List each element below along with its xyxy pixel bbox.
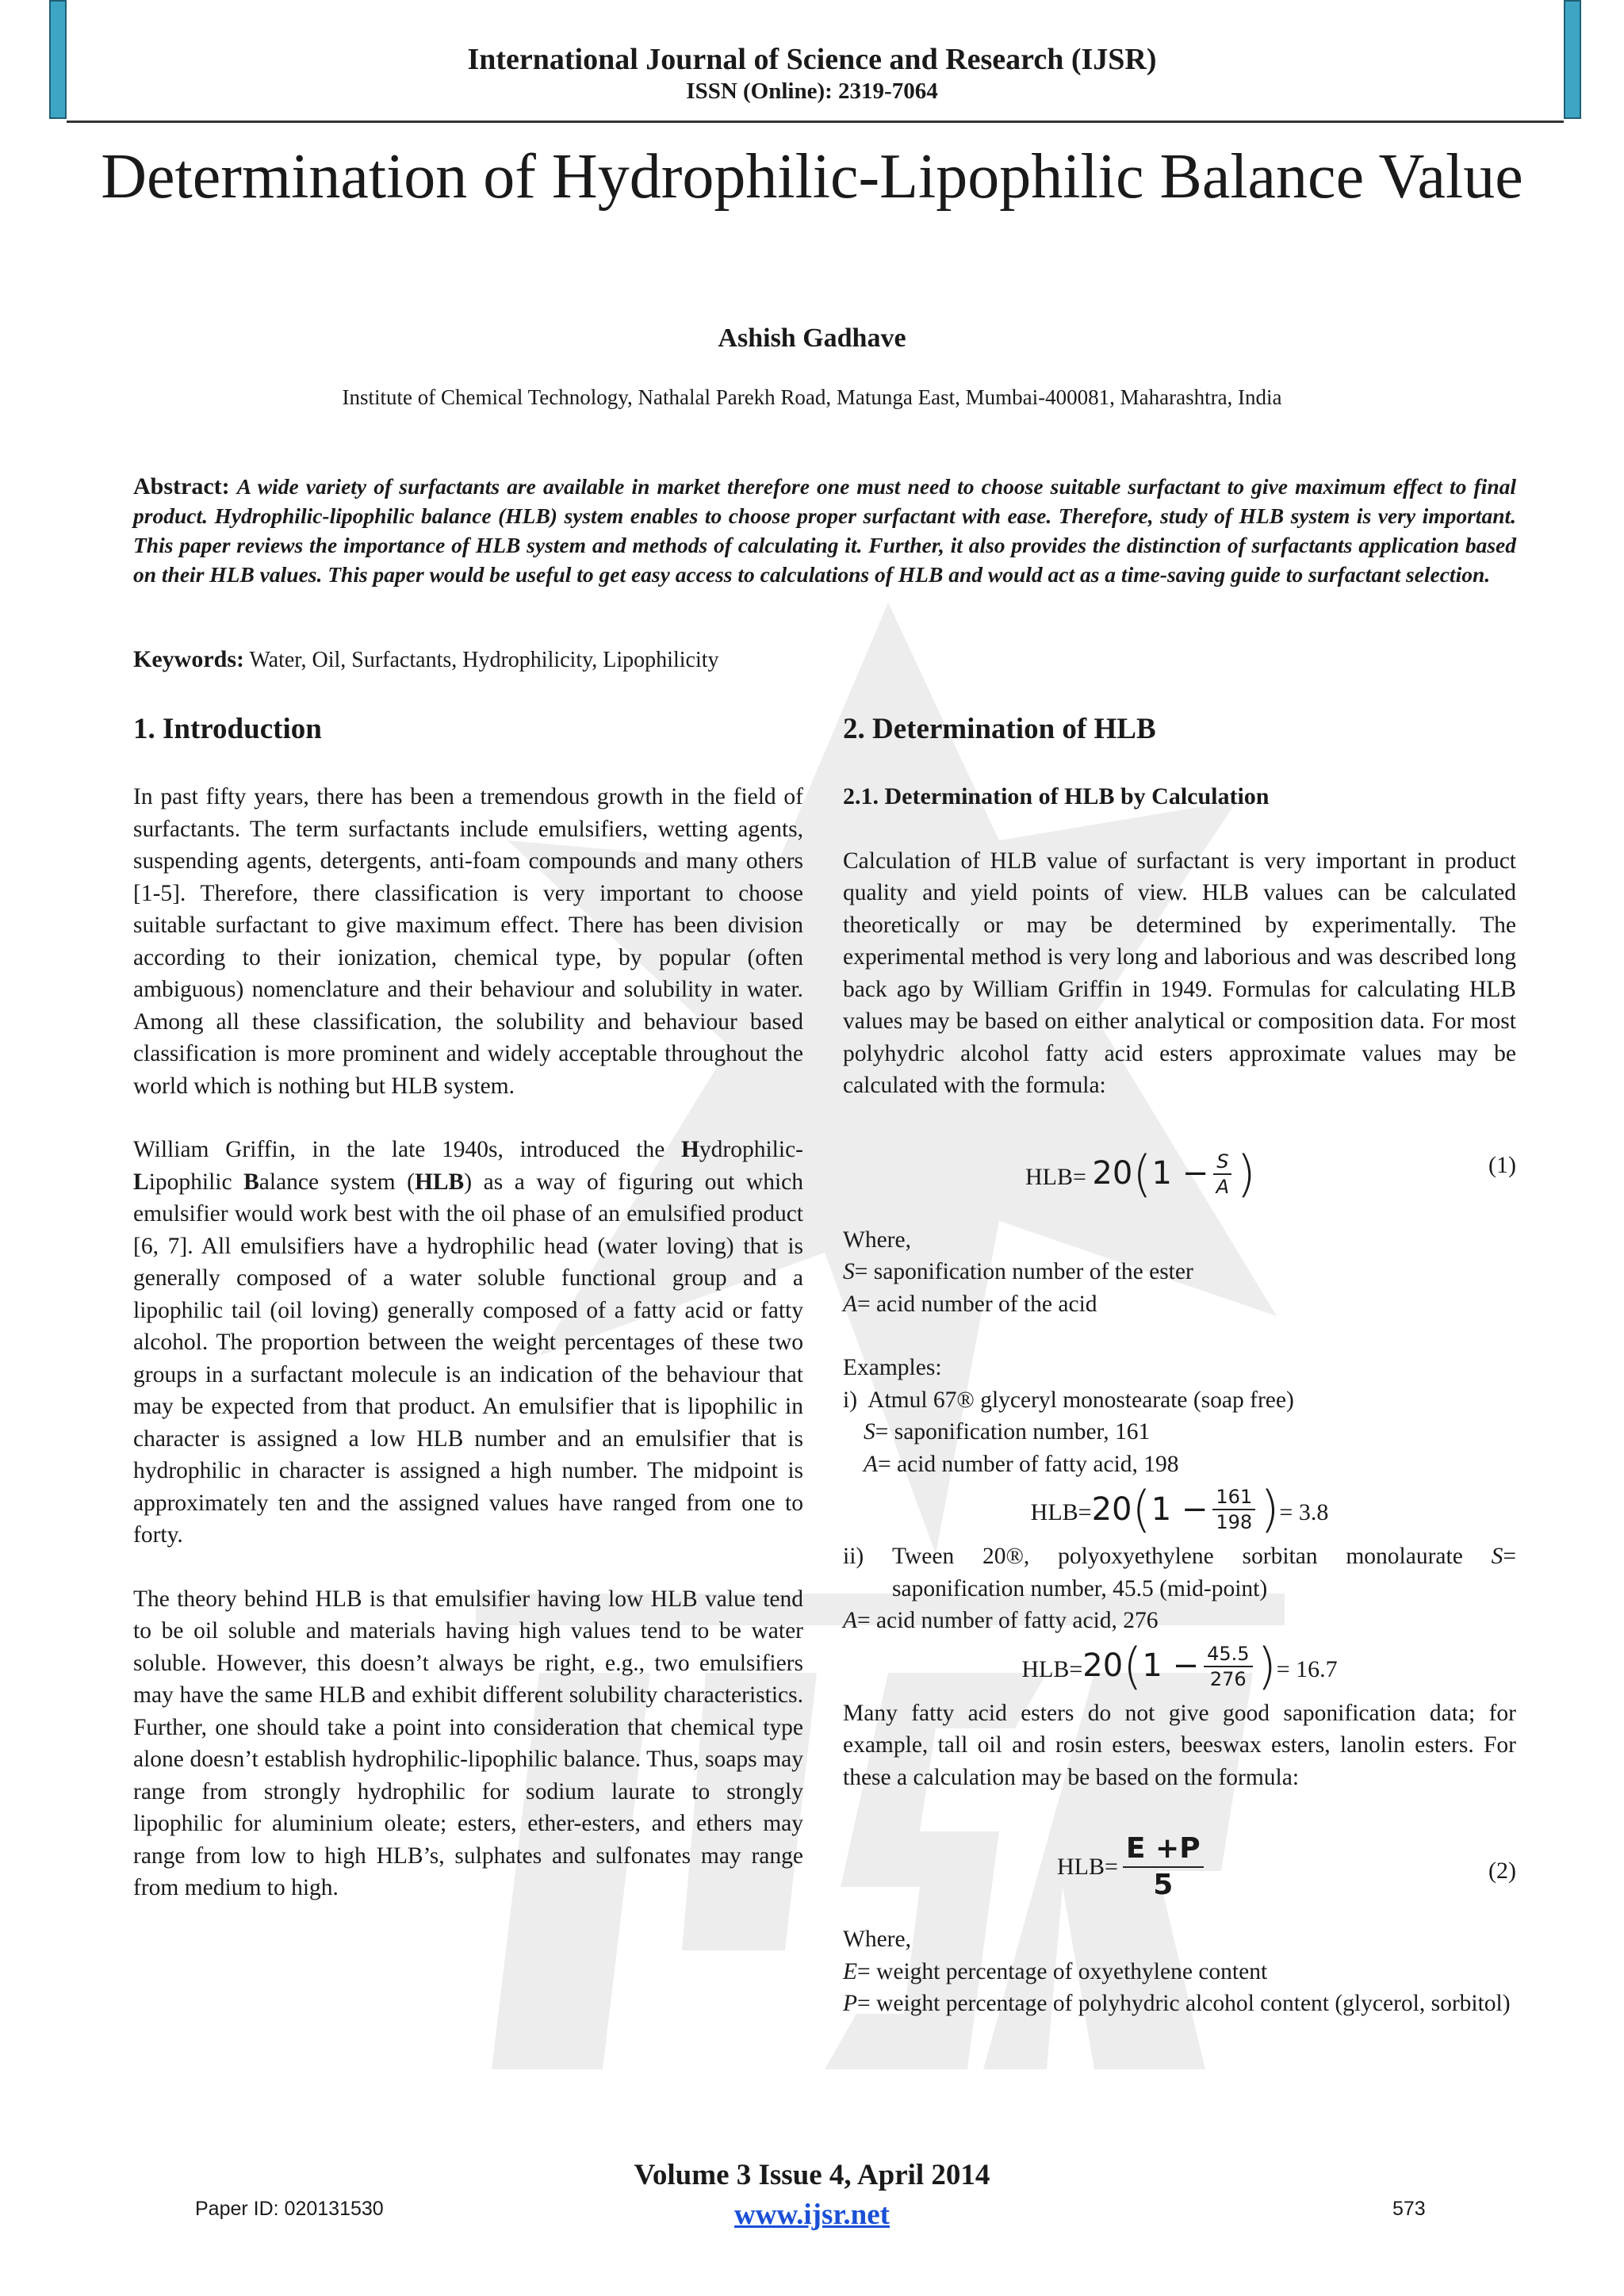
example-1-s-var: S [864, 1419, 875, 1445]
example-2-eq-lhs: HLB= [1021, 1655, 1083, 1682]
abstract-text: A wide variety of surfactants are available in market therefore one must need to choose suitable surfactant to give maximum effect to final product. Hydrophilic-lipophilic balance (HLB) system enables to choose proper surfactant with ease. Therefore, study of HLB system is very important. This paper reviews the importance of HLB system and methods of calculating it. Further, it also provides the distinction of surfactants application based on their HLB values. This paper would be useful to get easy access to calculations of HLB and would act as a time-saving guide to surfactant selection. [133, 474, 1517, 587]
example-2-eq-one: 1 [1142, 1647, 1162, 1685]
example-1-eq-lhs: HLB= [1030, 1498, 1092, 1525]
definition-p-var: P [843, 1991, 858, 2016]
equation-2-numerator: E +P [1123, 1831, 1204, 1868]
example-1-eq-coef: 20 [1091, 1490, 1132, 1528]
abstract-label: Abstract: [133, 473, 230, 499]
intro-paragraph-1: In past fifty years, there has been a tremendous growth in the field of surfactants. The term surfactants include emulsifiers, wetting agents, suspending agents, detergents, anti-foam compounds and many others [1-5]. Therefore, there classification is very important to choose suitable surfactant to give maximum effect. There has been division according to their ionization, chemical type, by popular (often ambiguous) nomenclature and their behaviour and solubility in water. Among all these classification, the solubility and behaviour based classification is more prominent and widely acceptable throughout the world which is nothing but HLB system. [133, 784, 803, 1099]
example-2-text: Tween 20®, polyoxyethylene sorbitan monolaurate [892, 1544, 1492, 1569]
footer-paper-id: Paper ID: 020131530 [195, 2198, 384, 2220]
example-1-a-text: = acid number of fatty acid, 198 [878, 1451, 1179, 1477]
intro-paragraph-2 [133, 1134, 803, 1552]
example-1-eq-minus: − [1181, 1490, 1208, 1528]
equation-1-number: (1) [1488, 1151, 1516, 1178]
equation-2-fraction [1123, 1831, 1204, 1903]
equation-1-fraction [1213, 1150, 1231, 1199]
example-2-a-text: = acid number of fatty acid, 276 [857, 1608, 1159, 1633]
intro-p2-text-c: ipophilic [148, 1169, 244, 1195]
header-divider [67, 121, 1564, 123]
example-1-a [843, 1448, 1516, 1481]
determination-paragraph-2: Many fatty acid esters do not give good saponification data; for example, tall oil and rosin esters, beeswax esters, lanolin esters. For these a calculation may be based on the formula: [843, 1700, 1516, 1790]
definition-e-var: E [843, 1958, 858, 1984]
example-2-eq-coef: 20 [1082, 1647, 1124, 1685]
equation-1 [843, 1134, 1516, 1205]
keywords-block [133, 646, 1516, 673]
example-1-s-text: = saponification number, 161 [875, 1419, 1151, 1445]
definition-a-text: = acid number of the acid [857, 1291, 1097, 1317]
intro-p2-text-a: William Griffin, in the late 1940s, introduced the [133, 1137, 681, 1162]
footer-website-link[interactable]: www.ijsr.net [734, 2198, 890, 2231]
example-2-denominator: 276 [1209, 1667, 1247, 1690]
example-2-numerator: 45.5 [1204, 1642, 1252, 1667]
example-2-result: = 16.7 [1276, 1655, 1338, 1682]
equation-1-one: 1 [1151, 1155, 1172, 1192]
example-1-s [843, 1416, 1516, 1448]
definition-p-text: = weight percentage of polyhydric alcohol content (glycerol, sorbitol) [857, 1991, 1511, 2016]
right-column [843, 710, 1516, 2020]
intro-p2-bold-l: L [133, 1169, 149, 1195]
example-1-eq-one: 1 [1151, 1490, 1172, 1528]
intro-p2-bold-hlb: HLB [414, 1169, 465, 1195]
subsection-heading-calculation: 2.1. Determination of HLB by Calculation [843, 783, 1270, 809]
equation-2-denominator: 5 [1153, 1869, 1174, 1901]
definition-s-var: S [843, 1259, 855, 1284]
example-1-equation: HLB= 20 ( 1 − $\frac{161}{198}$ ) = 3.8 [1030, 1480, 1329, 1538]
definition-e-text: = weight percentage of oxyethylene content [857, 1958, 1268, 1984]
paper-title: Determination of Hydrophilic-Lipophilic Balance Value [101, 142, 1523, 212]
where-label-2: Where, [843, 1927, 911, 1952]
example-2-a [843, 1605, 1516, 1637]
example-1-a-var: A [864, 1451, 879, 1477]
abstract-block [133, 472, 1516, 589]
example-2 [843, 1540, 1516, 1605]
section-heading-introduction: 1. Introduction [133, 713, 322, 745]
example-2-eq-minus: − [1172, 1647, 1200, 1685]
example-1-marker: i) [843, 1387, 858, 1413]
journal-header [0, 41, 1624, 105]
section-heading-determination: 2. Determination of HLB [843, 713, 1156, 745]
author-affiliation: Institute of Chemical Technology, Nathalal Parekh Road, Matunga East, Mumbai-400081, Maharashtra, India [342, 385, 1282, 409]
keywords-text: Water, Oil, Surfactants, Hydrophilicity, Lipophilicity [249, 648, 719, 672]
examples-label: Examples: [843, 1355, 942, 1380]
equation-1-formula: 20 ( 1 − $\frac{S}{A}$ ) [1092, 1144, 1256, 1203]
definition-a [843, 1288, 1516, 1321]
example-1-text: Atmul 67® glyceryl monostearate (soap free) [868, 1387, 1294, 1413]
definition-a-var: A [843, 1291, 858, 1317]
equation-1-hlb: HLB= [1025, 1163, 1086, 1190]
definition-e [843, 1956, 1516, 1988]
example-2-s-var: S [1491, 1544, 1503, 1569]
example-1 [843, 1384, 1516, 1417]
intro-p2-text-d: alance system ( [259, 1169, 415, 1195]
equation-2-lhs [1057, 1831, 1208, 1903]
example-1-denominator: 198 [1216, 1511, 1253, 1533]
example-2-fraction [1204, 1642, 1252, 1691]
intro-p2-text-b: ydrophilic- [699, 1137, 803, 1162]
left-column [133, 710, 803, 1936]
example-1-result: = 3.8 [1279, 1498, 1329, 1525]
intro-paragraph-3: The theory behind HLB is that emulsifier having low HLB value tend to be oil soluble and materials having high values tend to be water soluble. However, this doesn’t always be right, e.g., two emulsifiers may have the same HLB and exhibit different solubility characteristics. Further, one should take a point into consideration that chemical type alone doesn’t establish hydrophilic-lipophilic balance. Thus, soaps may range from strongly hydrophilic for sodium laurate to strongly lipophilic for aluminium oleate; esters, ether-esters, and ethers may range from low to high HLB’s, sulphates and sulfonates may range from medium to high. [133, 1586, 803, 1900]
equation-2-hlb: HLB= [1057, 1853, 1118, 1880]
definition-p [843, 1988, 1516, 2020]
author-name: Ashish Gadhave [718, 323, 906, 353]
equation-1-denominator: A [1216, 1175, 1230, 1198]
example-2-body [892, 1540, 1516, 1605]
example-2-marker: ii) [843, 1544, 864, 1569]
example-1-numerator: 161 [1212, 1485, 1255, 1510]
where-label-1: Where, [843, 1226, 911, 1253]
footer-volume: Volume 3 Issue 4, April 2014 [634, 2159, 990, 2191]
journal-issn: ISSN (Online): 2319-7064 [686, 78, 938, 104]
keywords-label: Keywords: [133, 646, 244, 672]
equation-1-numerator: S [1213, 1150, 1231, 1175]
definition-s [843, 1256, 1516, 1288]
journal-name: International Journal of Science and Research (IJSR) [467, 43, 1157, 76]
footer-page-number: 573 [1392, 2198, 1426, 2220]
determination-paragraph-1: Calculation of HLB value of surfactant is very important in product quality and yield points of view. HLB values can be calculated theoretically or may be determined by experimentally. The experimental method is very long and laborious and was described long back ago by William Griffin in 1949. Formulas for calculating HLB values may be based on either analytical or composition data. For most polyhydric alcohol fatty acid esters approximate values may be calculated with the formula: [843, 848, 1516, 1098]
equation-1-lhs [1025, 1144, 1256, 1203]
equation-1-coef: 20 [1092, 1155, 1133, 1192]
example-2-s-text: = saponification number, 45.5 (mid-point) [892, 1544, 1516, 1601]
equation-2-number: (2) [1488, 1858, 1516, 1884]
equation-1-minus: − [1182, 1155, 1209, 1192]
example-2-a-var: A [843, 1608, 858, 1633]
intro-p2-bold-b: B [243, 1169, 259, 1195]
example-1-fraction [1212, 1485, 1255, 1534]
example-2-equation: HLB= 20 ( 1 − $\frac{45.5}{276}$ ) = 16.7 [1021, 1636, 1338, 1695]
intro-p2-text-e: ) as a way of figuring out which emulsifier would work best with the oil phase of an emulsified product [6, 7]. All emulsifiers have a hydrophilic head (water loving) that is generally composed of a water soluble functional group and a lipophilic tail (oil loving) generally composed of a fatty acid or fatty alcohol. The proportion between the weight percentages of these two groups in a surfactant molecule is an indication of the behaviour that may be expected from that product. An emulsifier that is lipophilic in character is assigned a low HLB number and an emulsifier that is hydrophilic in character is assigned a high number. The midpoint is approximately ten and the assigned values have ranged from one to forty. [133, 1169, 803, 1548]
equation-2 [843, 1825, 1516, 1904]
definition-s-text: = saponification number of the ester [854, 1259, 1193, 1284]
intro-p2-bold-h: H [680, 1137, 699, 1162]
